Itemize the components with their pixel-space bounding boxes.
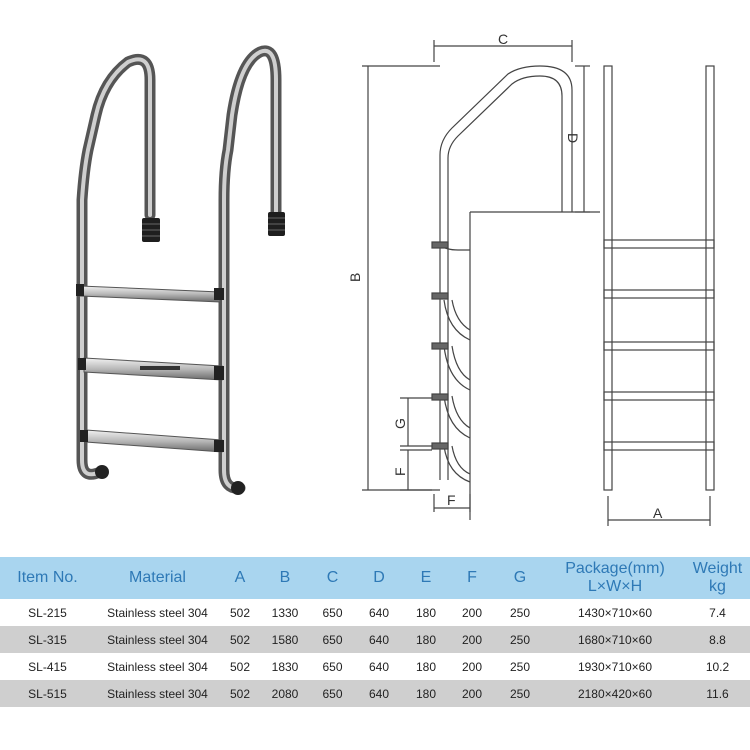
- dim-label-f: F: [392, 467, 408, 476]
- header-g: G: [495, 557, 545, 599]
- table-row: [0, 680, 750, 707]
- cell-item: SL-215: [28, 605, 67, 620]
- cell-material: Stainless steel 304: [95, 680, 220, 707]
- cell-f: 200: [461, 605, 483, 620]
- cell-f: 200: [449, 680, 495, 707]
- spec-table: [0, 557, 750, 707]
- ladder-photo: [76, 51, 285, 495]
- cell-g: 250: [509, 605, 531, 620]
- cell-item: SL-315: [0, 626, 95, 653]
- table-row: [0, 653, 750, 680]
- cell-a: 502: [229, 605, 251, 620]
- header-weight-line1: Weight: [692, 560, 743, 577]
- cell-c: 650: [322, 605, 343, 620]
- cell-a: 502: [229, 659, 251, 674]
- cell-e: 180: [403, 680, 449, 707]
- cell-g: 250: [495, 626, 545, 653]
- header-a: A: [220, 557, 260, 599]
- cell-weight: 8.8: [685, 626, 750, 653]
- table-row: [0, 599, 750, 626]
- cell-package: 1930×710×60: [577, 659, 653, 674]
- cell-weight: 11.6: [685, 680, 750, 707]
- front-view-drawing: [604, 66, 714, 526]
- cell-d: 640: [355, 626, 403, 653]
- cell-b: 1580: [260, 626, 310, 653]
- dim-label-d: D: [565, 133, 581, 144]
- cell-e: 180: [415, 605, 437, 620]
- dim-label-c: C: [498, 31, 509, 47]
- table-header-row: [0, 557, 750, 599]
- cell-material: Stainless steel 304: [107, 605, 208, 620]
- cell-package: 1680×710×60: [545, 626, 685, 653]
- cell-e: 180: [415, 659, 437, 674]
- cell-b: 1830: [271, 659, 299, 674]
- cell-package: 1430×710×60: [577, 605, 653, 620]
- side-view-drawing: [362, 40, 600, 520]
- header-package-line1: Package(mm): [565, 560, 665, 577]
- header-e: E: [403, 557, 449, 599]
- cell-d: 640: [368, 659, 390, 674]
- cell-item: SL-515: [0, 680, 95, 707]
- cell-a: 502: [220, 626, 260, 653]
- cell-g: 250: [509, 659, 531, 674]
- header-f: F: [449, 557, 495, 599]
- cell-b: 2080: [260, 680, 310, 707]
- cell-c: 650: [310, 680, 355, 707]
- header-item: Item No.: [0, 557, 95, 599]
- dim-label-a: A: [653, 505, 663, 521]
- cell-material: Stainless steel 304: [107, 659, 208, 674]
- table-row: [0, 626, 750, 653]
- cell-c: 650: [322, 659, 343, 674]
- cell-e: 180: [403, 626, 449, 653]
- header-d: D: [355, 557, 403, 599]
- dim-label-b: B: [347, 272, 363, 282]
- cell-d: 640: [368, 605, 390, 620]
- cell-item: SL-415: [28, 659, 67, 674]
- cell-a: 502: [220, 680, 260, 707]
- cell-f: 200: [449, 626, 495, 653]
- cell-material: Stainless steel 304: [95, 626, 220, 653]
- cell-c: 650: [310, 626, 355, 653]
- header-weight: [685, 557, 750, 599]
- header-c: C: [310, 557, 355, 599]
- cell-d: 640: [355, 680, 403, 707]
- cell-weight: 10.2: [705, 659, 730, 674]
- header-material: Material: [95, 557, 220, 599]
- header-package-line2: L×W×H: [587, 578, 643, 595]
- dim-label-f-bottom: F: [447, 492, 456, 508]
- cell-f: 200: [461, 659, 483, 674]
- cell-package: 2180×420×60: [545, 680, 685, 707]
- dim-label-g: G: [392, 418, 408, 429]
- cell-weight: 7.4: [709, 605, 726, 620]
- header-weight-line2: kg: [709, 578, 726, 595]
- cell-g: 250: [495, 680, 545, 707]
- header-b: B: [260, 557, 310, 599]
- header-package: [545, 557, 685, 599]
- cell-b: 1330: [271, 605, 299, 620]
